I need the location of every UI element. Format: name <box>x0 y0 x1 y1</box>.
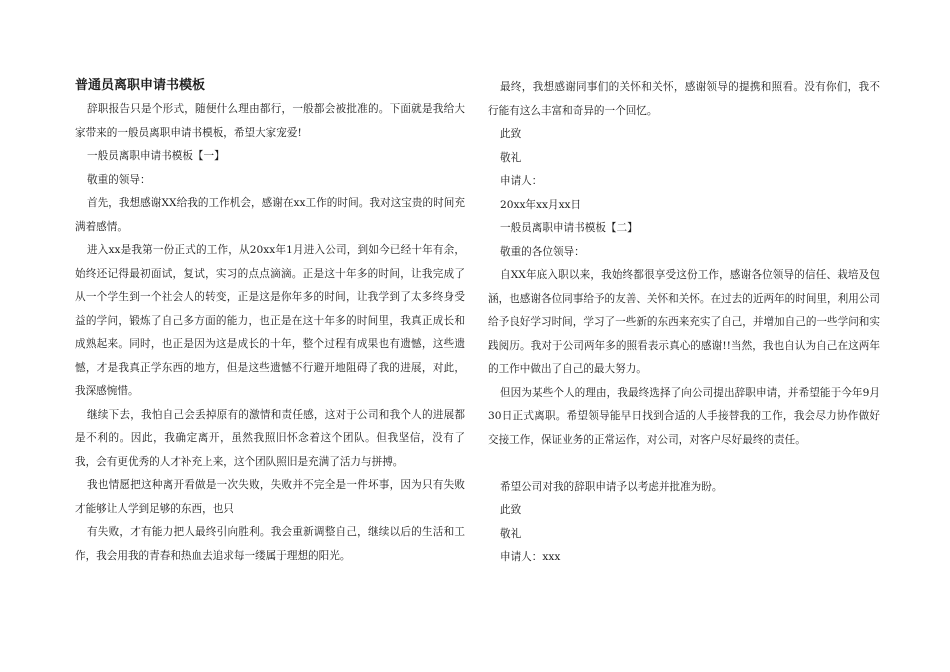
salutation-two: 敬重的各位领导： <box>500 245 585 258</box>
body-paragraph: 继续下去，我怕自己会丢掉原有的激情和责任感，这对于公司和我个人的进展都是不利的。因此，我确定离开，虽然我照旧怀念着这个团队。但我坚信，没有了我，会有更优秀的人才补充上来，这个团队照旧是充满了活力与拼搏。 <box>75 408 465 468</box>
applicant-line: 申请人：xxx <box>500 551 561 563</box>
paragraph-gap <box>488 452 880 476</box>
salutation: 敬重的领导： <box>87 173 151 186</box>
closing-cizhi: 此致 <box>500 128 522 140</box>
body-paragraph: 但因为某些个人的理由，我最终选择了向公司提出辞职申请，并希望能于今年9月30日正式离职。希望领导能早日找到合适的人手接替我的工作，我会尽力协作做好交接工作，保证业务的正常运作，对公司，对客户尽好最终的责任。 <box>488 386 880 446</box>
body-paragraph: 进入xx是我第一份正式的工作，从20xx年1月进入公司，到如今已经十年有余，始终还记得最初面试，复试，实习的点点滴滴。正是这十年多的时间，让我完成了从一个学生到一个社会人的转变，正是这是你年多的时间，让我学到了太多终身受益的学问，锻炼了自己多方面的能力，也正是在这十年多的时间里，我真正成长和成熟起来。同时，也正是因为这是成长的十年，整个过程有成果也有遗憾，这些遗憾，才是我真正学东西的地方，但是这些遗憾不行避开地阻碍了我的进展，对此，我深感惋惜。 <box>75 244 465 397</box>
closing-jingli-two: 敬礼 <box>500 527 522 540</box>
request-line: 希望公司对我的辞职申请予以考虑并批准为盼。 <box>500 480 723 493</box>
section-heading-two: 一般员离职申请书模板【二】 <box>500 222 638 234</box>
applicant-label: 申请人： <box>500 175 543 187</box>
body-paragraph: 我也情愿把这种离开看做是一次失败，失败并不完全是一件坏事，因为只有失败才能够让人学到足够的东西，也只 <box>75 479 465 515</box>
closing-cizhi-two: 此致 <box>500 504 522 516</box>
section-heading-one: 一般员离职申请书模板【一】 <box>87 150 225 162</box>
document-title: 普通员离职申请书模板 <box>75 78 206 93</box>
body-paragraph: 自XX年底入职以来，我始终都很享受这份工作，感谢各位领导的信任、栽培及包涵，也感谢各位同事给予的友善、关怀和关怀。在过去的近两年的时间里，利用公司给予良好学习时间，学习了一些新的东西来充实了自己，并增加自己的一些学问和实践阅历。我对于公司两年多的照看表示真心的感谢!!当然，我也自认为自己在这两年的工作中做出了自己的最大努力。 <box>488 269 880 375</box>
body-paragraph: 有失败，才有能力把人最终引向胜利。我会重新调整自己，继续以后的生活和工作，我会用我的青春和热血去追求每一缕属于理想的阳光。 <box>75 526 465 562</box>
intro-paragraph: 辞职报告只是个形式，随便什么理由都行，一般都会被批准的。下面就是我给大家带来的一般员离职申请书模板，希望大家宠爱! <box>75 103 465 139</box>
date-line: 20xx年xx月xx日 <box>500 198 582 211</box>
closing-paragraph: 最终，我想感谢同事们的关怀和关怀，感谢领导的提携和照看。没有你们，我不行能有这么丰富和奇异的一个回忆。 <box>488 81 880 117</box>
closing-jingli: 敬礼 <box>500 151 522 164</box>
body-paragraph: 首先，我想感谢XX给我的工作机会，感谢在xx工作的时间。我对这宝贵的时间充满着感情。 <box>75 197 465 233</box>
left-column <box>75 74 465 568</box>
right-column <box>488 76 880 570</box>
